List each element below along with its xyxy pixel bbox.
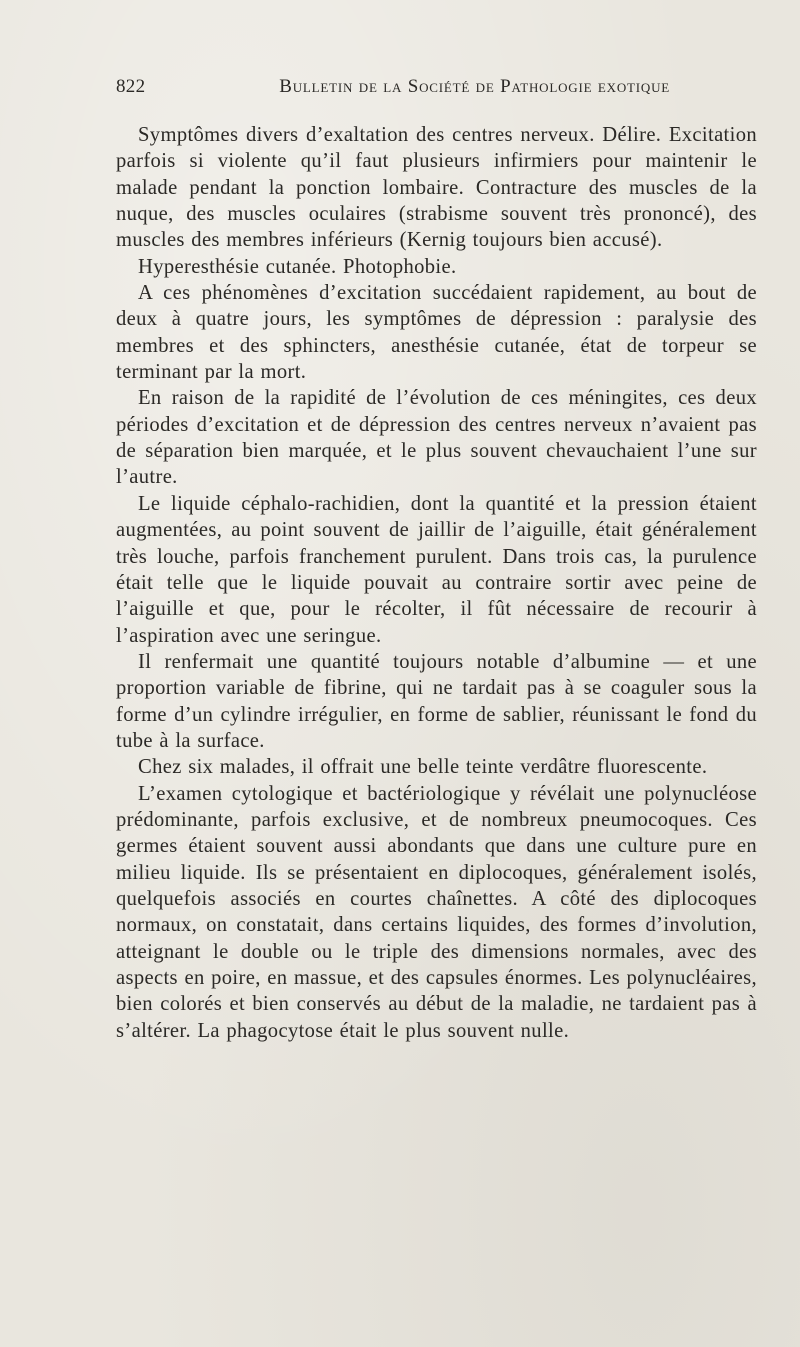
paragraph-depression: A ces phénomènes d’excitation succédaient rapidement, au bout de deux à quatre jours, les symptômes de dépression : paralysie des membres et des sphincters, anesthésie cutanée, état de torpeur se terminant par la mort. <box>116 282 757 384</box>
page-header <box>116 76 670 104</box>
paragraph-examination: L’examen cytologique et bactériologique y révélait une polynucléose prédominante, parfois exclusive, et de nombreux pneumocoques. Ces germes étaient souvent aussi abondants que dans une culture pure en milieu liquide. Ils se présentaient en diplocoques, généralement isolés, quelquefois associés en courtes chaînettes. A côté des diplocoques normaux, on constatait, dans certains liquides, des formes d’involution, atteignant le double ou le triple des dimensions normales, avec des aspects en poire, en massue, et des capsules énormes. Les polynucléaires, bien colorés et bien conservés au début de la maladie, ne tardaient pas à s’altérer. La phagocytose était le plus souvent nulle. <box>116 782 757 1042</box>
page-number: 822 <box>116 76 146 97</box>
body-text <box>116 122 757 1044</box>
running-title: Bulletin de la Société de Pathologie exotique <box>279 76 670 97</box>
paragraph-csf: Le liquide céphalo-rachidien, dont la quantité et la pression étaient augmentées, au point souvent de jaillir de l’aiguille, était généralement très louche, parfois franchement purulent. Dans trois cas, la purulence était telle que le liquide pouvait au contraire sortir avec peine de l’aiguille et que, pour le récolter, il fût nécessaire de recourir à l’aspiration avec une seringue. <box>116 492 757 647</box>
paragraph-albumin: Il renfermait une quantité toujours notable d’albumine — et une proportion variable de fibrine, qui ne tardait pas à se coaguler sous la forme d’un cylindre irrégulier, en forme de sablier, réunissant le fond du tube à la surface. <box>116 650 757 752</box>
paragraph-symptoms: Symptômes divers d’exaltation des centres nerveux. Délire. Excitation parfois si violente qu’il faut plusieurs infirmiers pour maintenir le malade pendant la ponction lombaire. Contracture des muscles de la nuque, des muscles oculaires (strabisme souvent très prononcé), des muscles des membres inférieurs (Kernig toujours bien accusé). <box>116 124 757 252</box>
paragraph-hyperesthesia: Hyperesthésie cutanée. Photophobie. <box>138 255 457 278</box>
paragraph-evolution: En raison de la rapidité de l’évolution de ces méningites, ces deux périodes d’excitation et de dépression des centres nerveux n’avaient pas de séparation bien marquée, et le plus souvent chevauchaient l’une sur l’autre. <box>116 387 757 489</box>
paragraph-fluorescent: Chez six malades, il offrait une belle teinte verdâtre fluorescente. <box>138 756 708 779</box>
